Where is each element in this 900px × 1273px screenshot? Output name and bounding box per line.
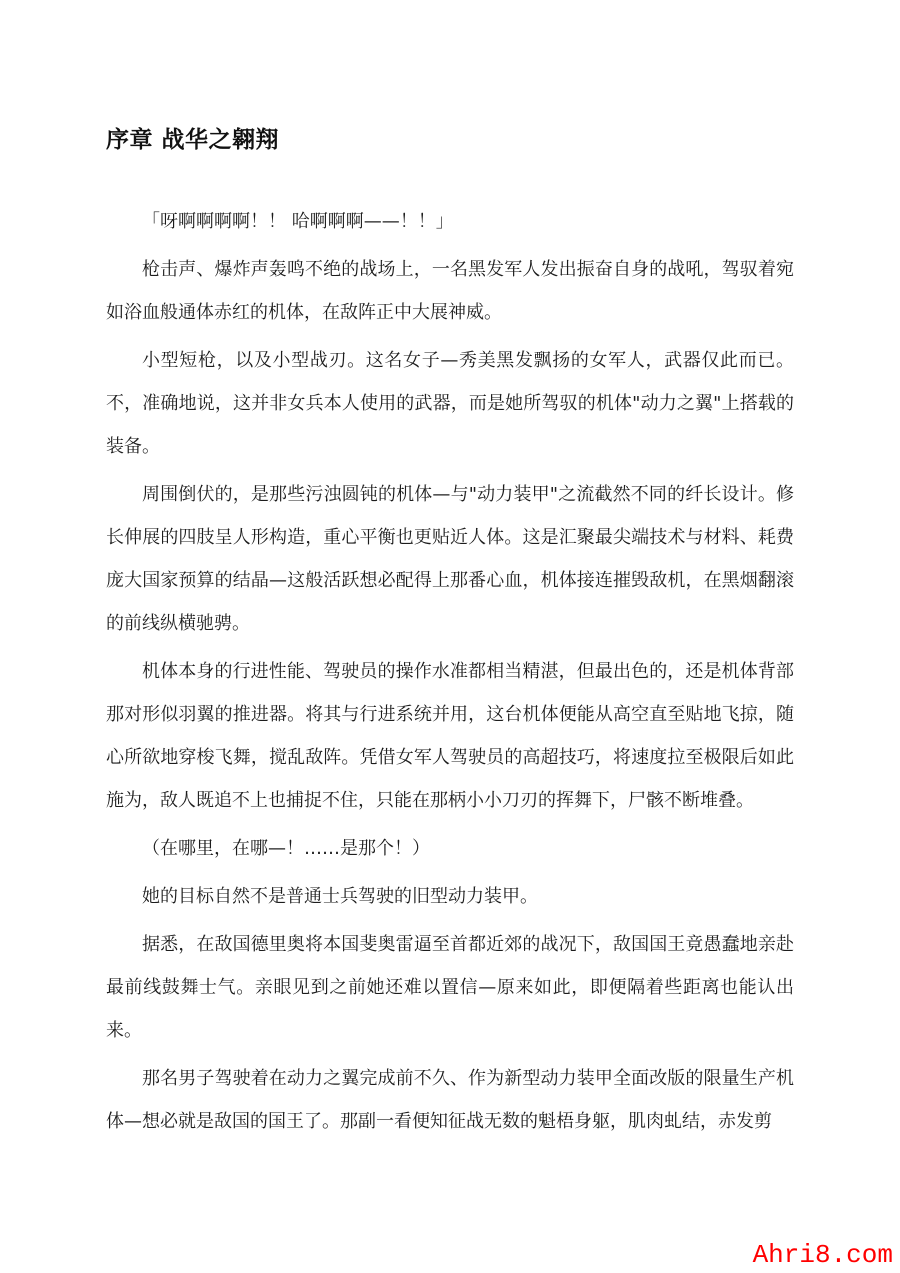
body-paragraph: 据悉，在敌国德里奥将本国斐奥雷逼至首都近郊的战况下，敌国国王竟愚蠢地亲赴最前线鼓舞士气。亲眼见到之前她还难以置信—原来如此，即便隔着些距离也能认出来。 — [106, 934, 794, 1041]
body-paragraph: 小型短枪，以及小型战刃。这名女子—秀美黑发飘扬的女军人，武器仅此而已。不，准确地说，这并非女兵本人使用的武器，而是她所驾驭的机体"动力之翼"上搭载的装备。 — [106, 350, 794, 457]
body-paragraph: 「呀啊啊啊啊！！ 哈啊啊啊——！！」 — [142, 211, 454, 232]
body-paragraph: （在哪里，在哪—！……是那个！） — [142, 838, 430, 859]
page-title: 序章 战华之翱翔 — [106, 127, 280, 153]
body-paragraph: 那名男子驾驶着在动力之翼完成前不久、作为新型动力装甲全面改版的限量生产机体—想必就是敌国的国王了。那副一看便知征战无数的魁梧身躯，肌肉虬结，赤发剪 — [106, 1068, 794, 1132]
body-content — [106, 200, 794, 1143]
body-paragraph: 她的目标自然不是普通士兵驾驶的旧型动力装甲。 — [142, 886, 538, 907]
body-paragraph: 周围倒伏的，是那些污浊圆钝的机体—与"动力装甲"之流截然不同的纤长设计。修长伸展的四肢呈人形构造，重心平衡也更贴近人体。这是汇聚最尖端技术与材料、耗费庞大国家预算的结晶—这般活跃想必配得上那番心血，机体接连摧毁敌机，在黑烟翻滚的前线纵横驰骋。 — [106, 484, 794, 634]
watermark-text: Ahri8.com — [752, 1240, 893, 1270]
body-paragraph: 机体本身的行进性能、驾驶员的操作水准都相当精湛，但最出色的，还是机体背部那对形似羽翼的推进器。将其与行进系统并用，这台机体便能从高空直至贴地飞掠，随心所欲地穿梭飞舞，搅乱敌阵。凭借女军人驾驶员的高超技巧，将速度拉至极限后如此施为，敌人既追不上也捕捉不住，只能在那柄小小刀刃的挥舞下，尸骸不断堆叠。 — [106, 661, 794, 811]
body-paragraph: 枪击声、爆炸声轰鸣不绝的战场上，一名黑发军人发出振奋自身的战吼，驾驭着宛如浴血般通体赤红的机体，在敌阵正中大展神威。 — [106, 259, 794, 323]
